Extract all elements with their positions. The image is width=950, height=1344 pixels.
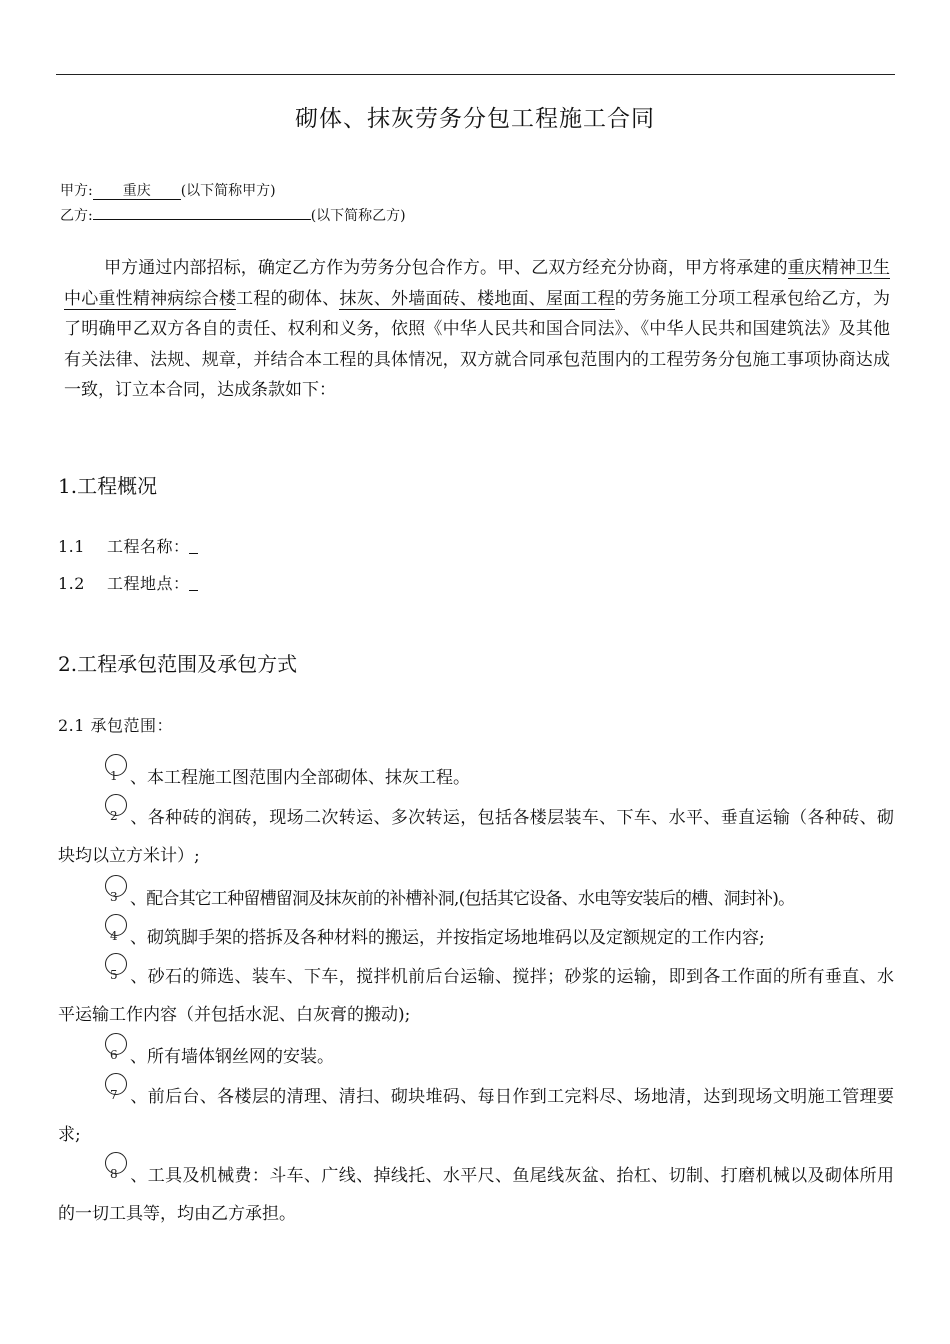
section-1-heading: 1.工程概况: [58, 474, 158, 498]
work-scope: 抹灰、外墙面砖、楼地面、屋面工程: [339, 288, 615, 309]
scope-item-text: 、砂石的筛选、装车、下车，搅拌机前后台运输、搅拌；砂浆的运输，即到各工作面的所有垂直、水平运输工作内容（并包括水泥、白灰膏的搬动);: [58, 967, 894, 1025]
intro-paragraph: [64, 253, 890, 406]
scope-item-6: [58, 1038, 894, 1076]
party-a-label: 甲方:: [60, 183, 93, 199]
intro-text-3: 的劳务施工分项工程承包给乙方，为了明确甲乙双方各自的责任、权利和义务，依照《中华人民共和国合同法》、《中华人民共和国建筑法》及其他有关法律、法规、规章，并结合本工程的具体情况，双方就合同承包范围内的工程劳务分包施工事项协商达成一致，订立本合同，达成条款如下：: [64, 288, 891, 401]
party-a-value: 重庆: [93, 183, 181, 200]
sub-2-1: 2.1 承包范围：: [58, 716, 174, 735]
party-b-line: [60, 205, 406, 225]
scope-item-text: 、砌筑脚手架的搭拆及各种材料的搬运，并按指定场地堆码以及定额规定的工作内容;: [130, 928, 765, 948]
scope-item-4: [58, 919, 894, 957]
scope-item-text: 、前后台、各楼层的清理、清扫、砌块堆码、每日作到工完料尽、场地清，达到现场文明施工管理要求;: [58, 1087, 894, 1145]
header-rule: [56, 74, 895, 75]
intro-text-1: 甲方通过内部招标，确定乙方作为劳务分包合作方。甲、乙双方经充分协商，甲方将承建的: [104, 258, 788, 278]
scope-item-5: [58, 958, 894, 1034]
item-1-1: [58, 534, 198, 557]
scope-item-text: 、配合其它工种留槽留洞及抹灰前的补槽补洞,(包括其它设备、水电等安装后的槽、洞封补)。: [130, 889, 795, 909]
item-number: 1.2: [58, 574, 85, 593]
circled-number-8: 8: [102, 1161, 126, 1185]
circled-number-3: 3: [102, 884, 126, 908]
scope-item-text: 、各种砖的润砖，现场二次转运、多次转运，包括各楼层装车、下车、水平、垂直运输（各种砖、砌块均以立方米计）;: [58, 808, 894, 866]
intro-text-2: 工程的砌体、: [236, 288, 340, 309]
scope-item-7: [58, 1078, 894, 1154]
party-b-value: [93, 219, 311, 220]
project-name: 重庆精神卫生中心重性精神病综合楼: [64, 258, 891, 309]
circled-number-2: 2: [102, 803, 126, 827]
party-a-line: [60, 180, 276, 200]
scope-item-text: 、所有墙体钢丝网的安装。: [130, 1047, 334, 1067]
project-location-label: 工程地点：: [106, 574, 190, 593]
scope-item-8: [58, 1157, 894, 1233]
party-a-note: (以下简称甲方): [180, 183, 276, 199]
party-b-note: (以下简称乙方): [310, 208, 406, 224]
circled-number-5: 5: [102, 962, 126, 986]
scope-item-2: [58, 799, 894, 875]
circled-number-4: 4: [102, 923, 126, 947]
section-2-heading: 2.工程承包范围及承包方式: [58, 652, 298, 676]
scope-item-3: [58, 880, 894, 918]
party-b-label: 乙方:: [60, 208, 93, 224]
item-1-2: [58, 571, 198, 594]
scope-item-1: [58, 759, 894, 797]
project-location-blank: [189, 576, 198, 591]
circled-number-1: 1: [102, 763, 126, 787]
project-name-label: 工程名称：: [106, 537, 190, 556]
contract-title: 砌体、抹灰劳务分包工程施工合同: [295, 106, 655, 132]
scope-item-text: 、工具及机械费：斗车、广线、掉线托、水平尺、鱼尾线灰盆、抬杠、切制、打磨机械以及砌体所用的一切工具等，均由乙方承担。: [58, 1166, 894, 1224]
circled-number-6: 6: [102, 1042, 126, 1066]
project-name-blank: [189, 539, 198, 554]
item-number: 1.1: [58, 537, 85, 556]
scope-item-text: 、本工程施工图范围内全部砌体、抹灰工程。: [130, 768, 470, 788]
circled-number-7: 7: [102, 1082, 126, 1106]
